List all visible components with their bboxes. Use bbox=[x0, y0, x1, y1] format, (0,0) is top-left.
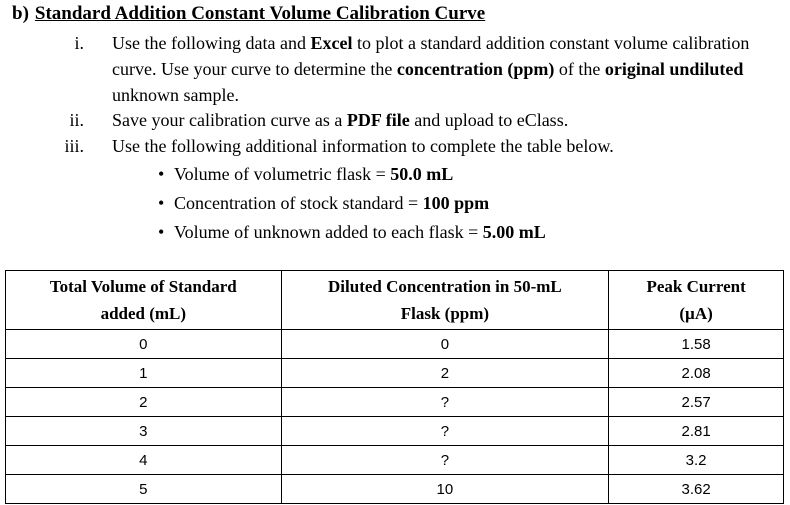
header-line: Flask (ppm) bbox=[400, 304, 490, 323]
instruction-part-bold: concentration (ppm) bbox=[396, 59, 555, 79]
header-diluted-concentration bbox=[281, 271, 609, 330]
cell-current: 3.2 bbox=[609, 446, 784, 475]
header-line: added (mL) bbox=[100, 304, 187, 323]
cell-concentration: ? bbox=[281, 446, 609, 475]
header-volume-standard bbox=[6, 271, 282, 330]
table-header-row bbox=[6, 271, 784, 330]
cell-current: 2.08 bbox=[609, 359, 784, 388]
header-line: (µA) bbox=[679, 304, 713, 323]
cell-volume: 5 bbox=[6, 475, 282, 504]
instruction-part-bold: Excel bbox=[310, 33, 353, 53]
bullet-icon: • bbox=[158, 164, 165, 184]
instruction-number: ii. bbox=[69, 110, 84, 130]
bullet-icon: • bbox=[158, 222, 165, 242]
instruction-text bbox=[112, 133, 772, 159]
instruction-part: and upload to eClass. bbox=[409, 110, 569, 130]
instruction-part: Use the following additional information to complete the table below. bbox=[112, 136, 614, 156]
cell-current: 1.58 bbox=[609, 330, 784, 359]
cell-current: 2.57 bbox=[609, 388, 784, 417]
info-bullet-list bbox=[158, 160, 546, 247]
instruction-part: Use the following data and bbox=[112, 33, 311, 53]
bullet-value: 50.0 mL bbox=[390, 164, 454, 184]
table-row bbox=[6, 446, 784, 475]
info-bullet bbox=[158, 218, 546, 247]
info-bullet bbox=[158, 189, 546, 218]
instruction-text bbox=[112, 107, 772, 133]
cell-volume: 1 bbox=[6, 359, 282, 388]
bullet-text: Volume of volumetric flask = bbox=[174, 164, 391, 184]
header-line: Peak Current bbox=[646, 277, 746, 296]
cell-volume: 0 bbox=[6, 330, 282, 359]
instruction-text bbox=[112, 30, 772, 108]
info-bullet bbox=[158, 160, 546, 189]
table-row bbox=[6, 359, 784, 388]
bullet-value: 100 ppm bbox=[422, 193, 490, 213]
cell-current: 2.81 bbox=[609, 417, 784, 446]
cell-concentration: 2 bbox=[281, 359, 609, 388]
cell-concentration: ? bbox=[281, 388, 609, 417]
calibration-table bbox=[5, 270, 784, 504]
cell-volume: 4 bbox=[6, 446, 282, 475]
bullet-value: 5.00 mL bbox=[482, 222, 546, 242]
instruction-number: i. bbox=[74, 33, 84, 53]
cell-concentration: 10 bbox=[281, 475, 609, 504]
bullet-text: Concentration of stock standard = bbox=[174, 193, 423, 213]
cell-volume: 2 bbox=[6, 388, 282, 417]
cell-volume: 3 bbox=[6, 417, 282, 446]
header-peak-current bbox=[609, 271, 784, 330]
instruction-part-bold: original undiluted bbox=[604, 59, 744, 79]
instruction-part: to plot a standard addition constant volume calibration curve. Use your curve to determine the bbox=[112, 33, 750, 79]
table-row bbox=[6, 417, 784, 446]
cell-concentration: ? bbox=[281, 417, 609, 446]
table-row bbox=[6, 388, 784, 417]
instruction-part: Save your calibration curve as a bbox=[112, 110, 347, 130]
instruction-part: unknown sample. bbox=[112, 85, 239, 105]
section-label: b) bbox=[12, 3, 29, 24]
cell-current: 3.62 bbox=[609, 475, 784, 504]
instruction-part-bold: PDF file bbox=[346, 110, 410, 130]
section-title: Standard Addition Constant Volume Calibration Curve bbox=[34, 3, 486, 24]
instruction-number: iii. bbox=[64, 136, 84, 156]
instruction-part: of the bbox=[554, 59, 605, 79]
header-line: Diluted Concentration in 50-mL bbox=[328, 277, 562, 296]
table-row bbox=[6, 330, 784, 359]
header-line: Total Volume of Standard bbox=[49, 277, 237, 296]
bullet-text: Volume of unknown added to each flask = bbox=[174, 222, 483, 242]
table-row bbox=[6, 475, 784, 504]
bullet-icon: • bbox=[158, 193, 165, 213]
section-heading bbox=[12, 3, 485, 25]
cell-concentration: 0 bbox=[281, 330, 609, 359]
